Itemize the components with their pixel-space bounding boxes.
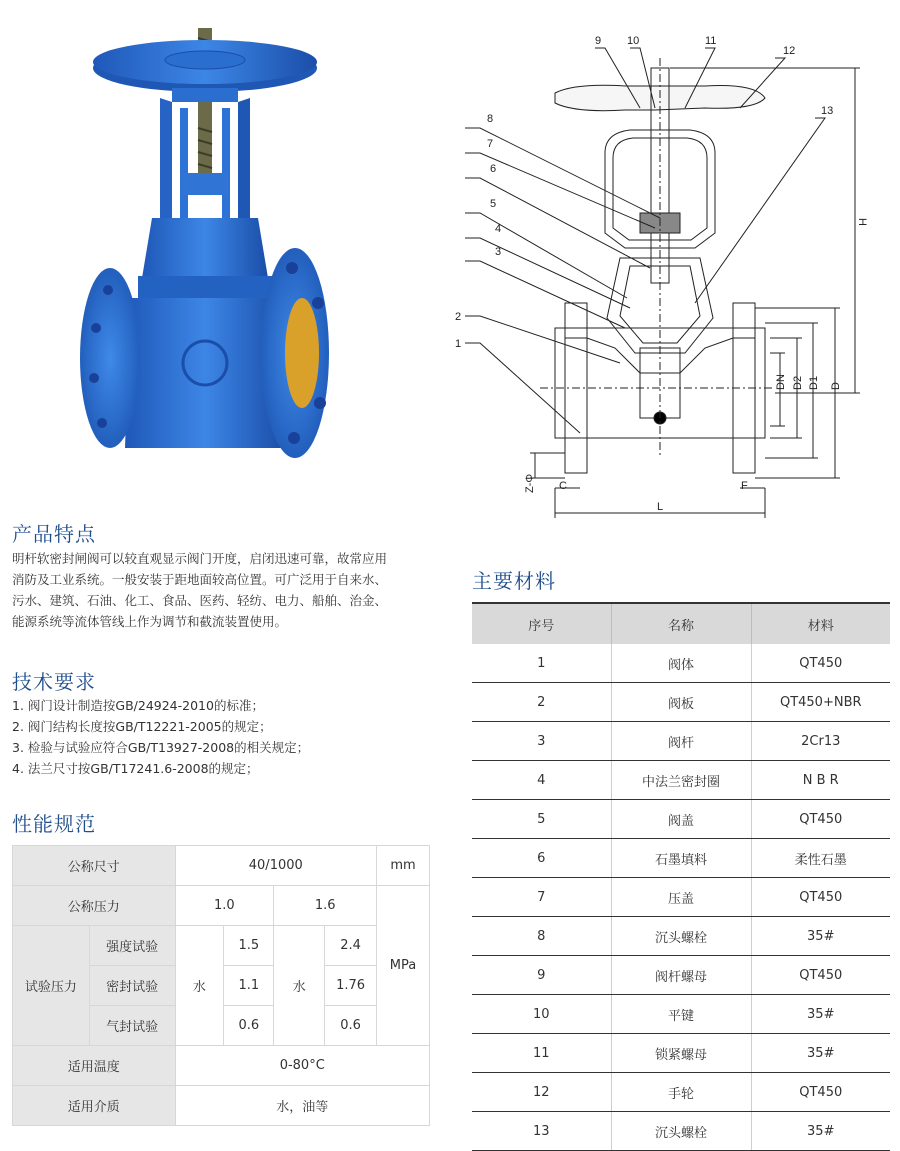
table-row — [472, 644, 890, 683]
cell-name: 压盖 — [611, 878, 751, 917]
callout-13: 13 — [821, 105, 834, 117]
table-row — [472, 722, 890, 761]
table-row — [472, 761, 890, 800]
air-test-label: 气封试验 — [89, 1006, 175, 1046]
cell-material: 35# — [751, 1112, 890, 1151]
perf-title: 性能规范 — [12, 812, 96, 836]
cell-name: 阀体 — [611, 644, 751, 683]
table-row — [472, 683, 890, 722]
tech-title: 技术要求 — [12, 670, 96, 694]
features-line: 污水、建筑、石油、化工、食品、医药、轻纺、电力、船舶、治金、 — [12, 593, 388, 608]
cell-name: 阀板 — [611, 683, 751, 722]
pressure-2: 1.6 — [274, 886, 377, 926]
features-line: 消防及工业系统。一般安装于距地面较高位置。可广泛用于自来水、 — [12, 572, 388, 587]
cell-index: 3 — [472, 722, 611, 761]
callout-10: 10 — [627, 35, 640, 47]
cell-name: 阀杆 — [611, 722, 751, 761]
cell-material: QT450 — [751, 1073, 890, 1112]
cell-material: QT450 — [751, 956, 890, 995]
cell-name: 沉头螺栓 — [611, 1112, 751, 1151]
cell-material: N B R — [751, 761, 890, 800]
nominal-pressure-label: 公称压力 — [13, 886, 176, 926]
tech-list — [12, 695, 442, 779]
table-row — [472, 1073, 890, 1112]
cell-index: 2 — [472, 683, 611, 722]
dim-D2: D2 — [792, 375, 804, 390]
callout-8: 8 — [487, 113, 494, 125]
dim-D1: D1 — [808, 375, 820, 390]
cell-material: 35# — [751, 995, 890, 1034]
seal-test-label: 密封试验 — [89, 966, 175, 1006]
nominal-size-label: 公称尺寸 — [13, 846, 176, 886]
cell-index: 6 — [472, 839, 611, 878]
cell-index: 11 — [472, 1034, 611, 1073]
test-pressure-label: 试验压力 — [13, 926, 90, 1046]
cell-index: 10 — [472, 995, 611, 1034]
valve-photo — [80, 28, 330, 503]
cell-index: 4 — [472, 761, 611, 800]
seal-value-1: 1.1 — [224, 966, 274, 1006]
air-value-1: 0.6 — [224, 1006, 274, 1046]
callout-1: 1 — [455, 338, 462, 350]
features-line: 明杆软密封闸阀可以较直观显示阀门开度，启闭迅速可靠，故常应用 — [12, 551, 388, 566]
dim-L: L — [657, 501, 664, 513]
table-row — [472, 1112, 890, 1151]
table-row — [472, 956, 890, 995]
cell-material: QT450+NBR — [751, 683, 890, 722]
cell-index: 5 — [472, 800, 611, 839]
cell-name: 沉头螺栓 — [611, 917, 751, 956]
cell-material: 35# — [751, 1034, 890, 1073]
strength-value-2: 2.4 — [325, 926, 377, 966]
cell-material: 2Cr13 — [751, 722, 890, 761]
callout-4: 4 — [495, 223, 502, 235]
tech-item: 1. 阀门设计制造按GB/24924-2010的标准； — [12, 698, 264, 713]
medium-value: 水，油等 — [175, 1086, 430, 1126]
tech-item: 2. 阀门结构长度按GB/T12221-2005的规定； — [12, 719, 272, 734]
callout-12: 12 — [783, 45, 796, 57]
tech-item: 4. 法兰尺寸按GB/T17241.6-2008的规定； — [12, 761, 259, 776]
strength-value-1: 1.5 — [224, 926, 274, 966]
cell-name: 阀杆螺母 — [611, 956, 751, 995]
materials-table — [472, 602, 890, 1151]
features-text — [12, 548, 442, 632]
callout-2: 2 — [455, 311, 462, 323]
cell-index: 13 — [472, 1112, 611, 1151]
cell-material: QT450 — [751, 800, 890, 839]
medium-water-2: 水 — [274, 926, 325, 1046]
nominal-size-value: 40/1000 — [175, 846, 377, 886]
dim-H: H — [856, 218, 868, 226]
table-row — [472, 1034, 890, 1073]
materials-title: 主要材料 — [472, 569, 556, 593]
cell-material: 35# — [751, 917, 890, 956]
callout-6: 6 — [490, 163, 497, 175]
cell-material: QT450 — [751, 644, 890, 683]
cell-index: 1 — [472, 644, 611, 683]
materials-header-row — [472, 603, 890, 644]
medium-water-1: 水 — [175, 926, 224, 1046]
callout-5: 5 — [490, 198, 497, 210]
dim-Z-phi: Z-Φ — [524, 473, 536, 493]
cell-index: 9 — [472, 956, 611, 995]
dim-F: F — [741, 480, 748, 492]
temperature-value: 0-80°C — [175, 1046, 430, 1086]
sectional-drawing — [455, 18, 885, 523]
table-row — [472, 917, 890, 956]
dim-D: D — [830, 382, 842, 390]
cell-name: 锁紧螺母 — [611, 1034, 751, 1073]
callout-3: 3 — [495, 246, 502, 258]
seal-value-2: 1.76 — [325, 966, 377, 1006]
pressure-1: 1.0 — [175, 886, 274, 926]
cell-material: 柔性石墨 — [751, 839, 890, 878]
table-row — [472, 995, 890, 1034]
table-row — [472, 800, 890, 839]
dim-DN: DN — [775, 374, 787, 390]
air-value-2: 0.6 — [325, 1006, 377, 1046]
table-row — [472, 878, 890, 917]
cell-name: 石墨填料 — [611, 839, 751, 878]
unit-mm: mm — [377, 846, 430, 886]
cell-name: 中法兰密封圈 — [611, 761, 751, 800]
cell-index: 8 — [472, 917, 611, 956]
medium-label: 适用介质 — [13, 1086, 176, 1126]
header-name: 名称 — [611, 603, 751, 644]
table-row — [472, 839, 890, 878]
perf-table — [12, 845, 430, 1126]
features-line: 能源系统等流体管线上作为调节和截流装置使用。 — [12, 614, 288, 629]
tech-item: 3. 检验与试验应符合GB/T13927-2008的相关规定； — [12, 740, 310, 755]
cell-material: QT450 — [751, 878, 890, 917]
callout-11: 11 — [705, 35, 717, 47]
cell-name: 手轮 — [611, 1073, 751, 1112]
features-title: 产品特点 — [12, 522, 96, 546]
dim-C: C — [559, 480, 567, 492]
temperature-label: 适用温度 — [13, 1046, 176, 1086]
callout-7: 7 — [487, 138, 494, 150]
cell-name: 平键 — [611, 995, 751, 1034]
header-material: 材料 — [751, 603, 890, 644]
strength-test-label: 强度试验 — [89, 926, 175, 966]
cell-index: 7 — [472, 878, 611, 917]
cell-index: 12 — [472, 1073, 611, 1112]
unit-mpa: MPa — [377, 886, 430, 1046]
header-index: 序号 — [472, 603, 611, 644]
callout-9: 9 — [595, 35, 602, 47]
cell-name: 阀盖 — [611, 800, 751, 839]
